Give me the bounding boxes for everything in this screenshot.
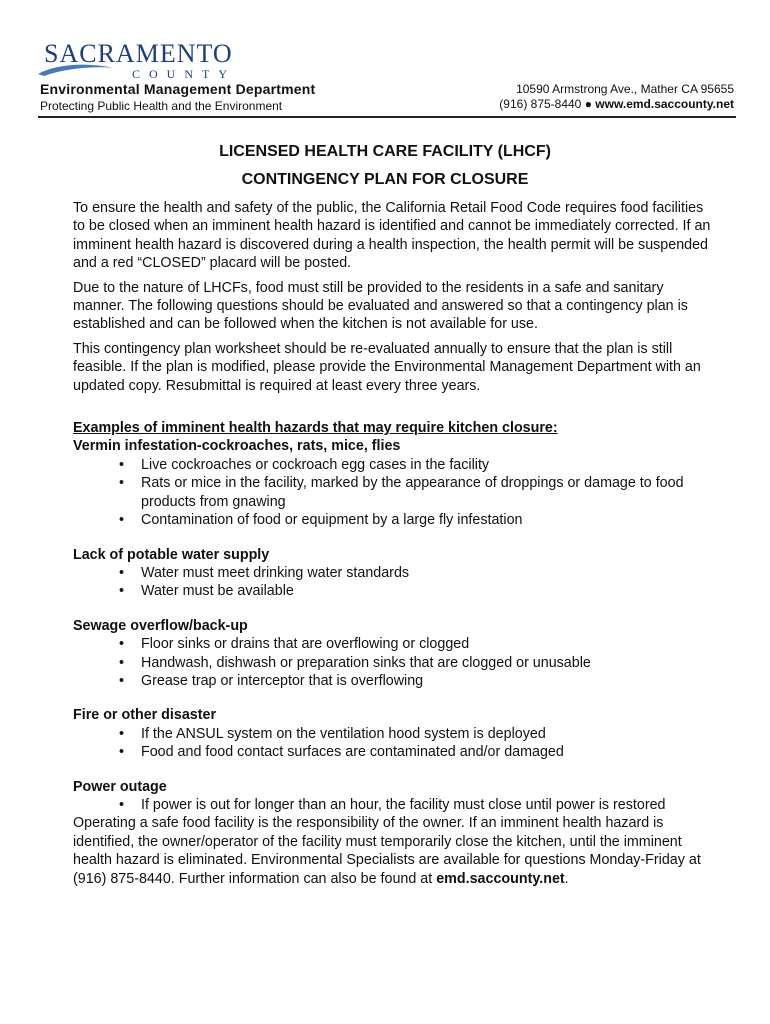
list-item: • Contamination of food or equipment by a large fly infestation [141, 511, 713, 529]
intro-paragraph-2: Due to the nature of LHCFs, food must still be provided to the residents in a safe and sanitary manner. The following questions should be evaluated and answered so that a contingency plan is established and can be followed when the kitchen is not available for use. [73, 279, 688, 333]
list-item: • Water must be available [141, 582, 713, 600]
closing-paragraph [73, 814, 713, 888]
list-item: • Food and food contact surfaces are contaminated and/or damaged [141, 743, 713, 761]
header-divider [38, 116, 736, 118]
section-title: Lack of potable water supply [73, 546, 270, 563]
department-address: 10590 Armstrong Ave., Mather CA 95655 [516, 82, 734, 96]
bullet-list [73, 796, 713, 814]
bullet-list [73, 635, 713, 690]
department-tagline: Protecting Public Health and the Environment [40, 99, 283, 113]
closing-text: Operating a safe food facility is the responsibility of the owner. If an imminent health hazard is identified, the owner/operator of the facility must temporarily close the kitchen, until the imminent health hazard is eliminated. Environmental Specialists are available for questions Monday-Friday at (916) 875-8440. Further information can also be found at [73, 815, 701, 887]
list-item: • Water must meet drinking water standards [141, 564, 713, 582]
examples-heading: Examples of imminent health hazards that may require kitchen closure: [73, 420, 558, 437]
section-vermin [73, 437, 713, 529]
list-item: • Grease trap or interceptor that is overflowing [141, 672, 713, 690]
bullet-separator: ● [584, 97, 592, 111]
department-phone: (916) 875-8440 [499, 97, 582, 111]
section-fire [73, 706, 713, 761]
sacramento-county-logo [36, 36, 236, 86]
document-body [73, 199, 713, 894]
intro-paragraph-1: To ensure the health and safety of the public, the California Retail Food Code requires food facilities to be closed when an imminent health hazard is identified and cannot be immediately corrected. If an imminent health hazard is discovered during a health inspection, the health permit will be suspended and a red “CLOSED” placard will be posted. [73, 200, 711, 272]
section-title: Sewage overflow/back-up [73, 617, 248, 634]
section-sewage [73, 617, 713, 691]
list-item: • Handwash, dishwash or preparation sinks that are clogged or unusable [141, 654, 713, 672]
list-item: • Rats or mice in the facility, marked by the appearance of droppings or damage to food products from gnawing [141, 474, 713, 511]
closing-website-link[interactable]: emd.saccounty.net [436, 870, 565, 887]
department-contact [499, 97, 734, 111]
closing-period: . [564, 870, 569, 887]
section-power [73, 778, 713, 815]
list-item: • Live cockroaches or cockroach egg cases in the facility [141, 456, 713, 474]
document-title-line2: CONTINGENCY PLAN FOR CLOSURE [241, 171, 529, 188]
logo-county-text: COUNTY [132, 67, 236, 81]
section-title: Vermin infestation-cockroaches, rats, mice, flies [73, 438, 401, 455]
department-name: Environmental Management Department [40, 81, 316, 97]
bullet-list [73, 456, 713, 530]
bullet-list [73, 564, 713, 601]
list-item: • If power is out for longer than an hour, the facility must close until power is restored [141, 796, 713, 814]
section-title: Power outage [73, 778, 167, 795]
intro-paragraph-3: This contingency plan worksheet should be re-evaluated annually to ensure that the plan is still feasible. If the plan is modified, please provide the Environmental Management Department with an updated copy. Resubmittal is required at least every three years. [73, 340, 701, 394]
document-title-line1: LICENSED HEALTH CARE FACILITY (LHCF) [219, 143, 551, 160]
department-website-link[interactable]: www.emd.saccounty.net [595, 97, 734, 111]
section-water [73, 546, 713, 601]
bullet-list [73, 725, 713, 762]
list-item: • If the ANSUL system on the ventilation hood system is deployed [141, 725, 713, 743]
logo-name-text: SACRAMENTO [44, 39, 233, 68]
list-item: • Floor sinks or drains that are overflowing or clogged [141, 635, 713, 653]
section-title: Fire or other disaster [73, 707, 217, 724]
